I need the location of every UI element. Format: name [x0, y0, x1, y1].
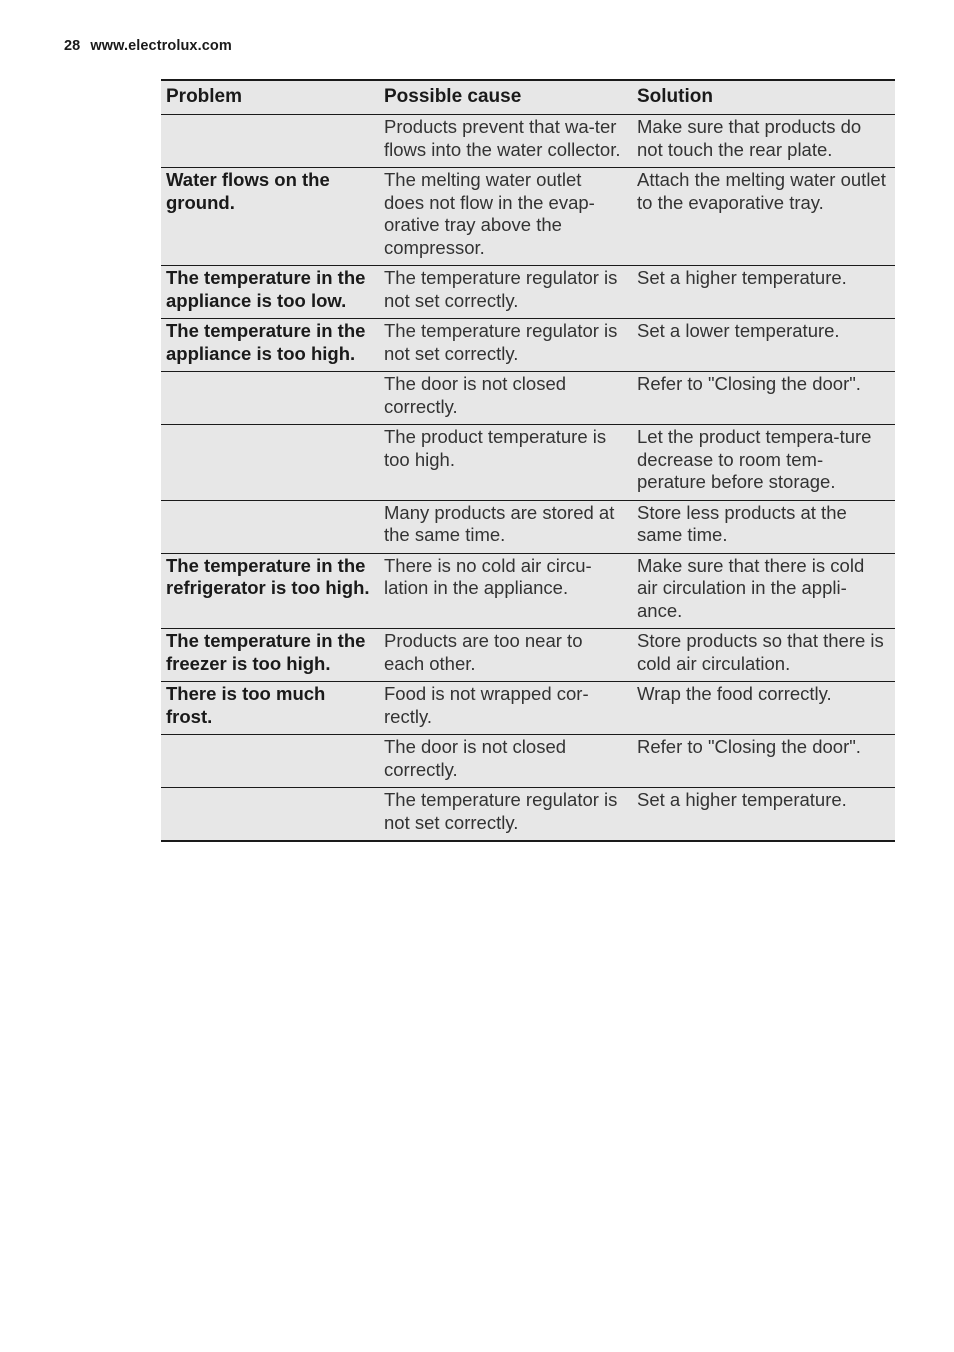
problem-cell	[161, 115, 379, 168]
cause-cell: Food is not wrapped cor-rectly.	[379, 682, 632, 735]
problem-cell: The temperature in the appliance is too high.	[161, 319, 379, 372]
cause-cell: Products prevent that wa-ter flows into the water collector.	[384, 116, 621, 160]
problem-cell: The temperature in the freezer is too high.	[161, 629, 379, 682]
table-row	[161, 553, 895, 629]
cause-cell: The temperature regulator is not set correctly.	[379, 319, 632, 372]
column-header-solution: Solution	[632, 80, 895, 115]
solution-cell: Refer to "Closing the door".	[632, 372, 895, 425]
cause-cell: The product temperature is too high.	[379, 425, 632, 501]
problem-cell	[161, 372, 379, 425]
problem-cell	[161, 500, 379, 553]
cause-cell: The door is not closed correctly.	[379, 735, 632, 788]
solution-cell: Store less products at the same time.	[632, 500, 895, 553]
problem-cell: There is too much frost.	[161, 682, 379, 735]
page-number: 28	[64, 38, 81, 54]
table-row	[161, 266, 895, 319]
table-header-row	[161, 80, 895, 115]
column-header-cause: Possible cause	[379, 80, 632, 115]
problem-cell: The temperature in the refrigerator is too high.	[161, 553, 379, 629]
troubleshooting-table	[161, 79, 895, 842]
table-row	[161, 425, 895, 501]
problem-cell: Water flows on the ground.	[161, 168, 379, 266]
table-row	[161, 115, 895, 168]
solution-cell: Store products so that there is cold air circulation.	[632, 629, 895, 682]
solution-cell: Refer to "Closing the door".	[632, 735, 895, 788]
table-row	[161, 735, 895, 788]
cause-cell: The door is not closed correctly.	[379, 372, 632, 425]
cause-cell: Many products are stored at the same time.	[379, 500, 632, 553]
cause-cell: The melting water outlet does not flow in the evap-orative tray above the compressor.	[379, 168, 632, 266]
website-url: www.electrolux.com	[90, 38, 232, 54]
solution-cell: Set a higher temperature.	[632, 788, 895, 842]
solution-cell: Set a lower temperature.	[632, 319, 895, 372]
problem-cell: The temperature in the appliance is too low.	[161, 266, 379, 319]
cause-cell: The temperature regulator is not set correctly.	[379, 788, 632, 842]
problem-cell	[161, 425, 379, 501]
cause-cell: Products are too near to each other.	[379, 629, 632, 682]
table-row	[161, 682, 895, 735]
solution-cell: Set a higher temperature.	[632, 266, 895, 319]
solution-cell: Make sure that there is cold air circulation in the appli-ance.	[632, 553, 895, 629]
table-row	[161, 500, 895, 553]
table-row	[161, 319, 895, 372]
solution-cell: Make sure that products do not touch the rear plate.	[637, 116, 862, 160]
column-header-problem: Problem	[161, 80, 379, 115]
solution-cell: Attach the melting water outlet to the evaporative tray.	[632, 168, 895, 266]
problem-cell	[161, 788, 379, 842]
cause-cell: The temperature regulator is not set correctly.	[379, 266, 632, 319]
table-row	[161, 788, 895, 842]
table-row	[161, 168, 895, 266]
table-row	[161, 372, 895, 425]
table-row	[161, 629, 895, 682]
page-header	[64, 38, 232, 54]
problem-cell	[161, 735, 379, 788]
cause-cell: There is no cold air circu-lation in the appliance.	[379, 553, 632, 629]
solution-cell: Wrap the food correctly.	[632, 682, 895, 735]
solution-cell: Let the product tempera-ture decrease to room tem-perature before storage.	[632, 425, 895, 501]
